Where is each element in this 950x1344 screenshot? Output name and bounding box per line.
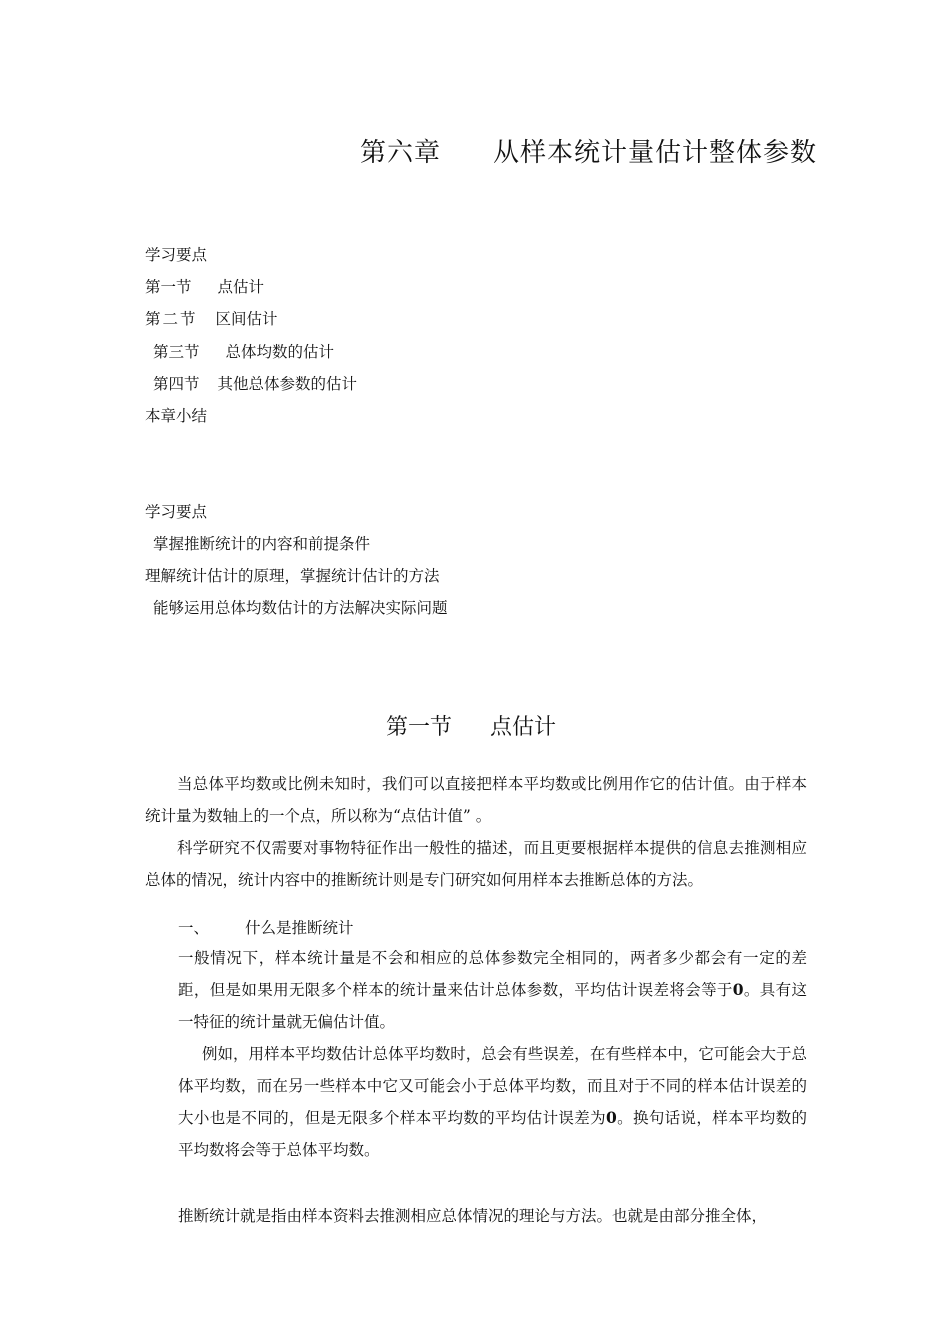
- section-title: [386, 710, 556, 741]
- toc-summary: 本章小结: [145, 407, 208, 425]
- paragraph: 推断统计就是指由样本资料去推测相应总体情况的理论与方法。也就是由部分推全体，: [178, 1207, 768, 1225]
- toc-item: 第一节 点估计: [145, 278, 265, 296]
- toc-item: 第二节 区间估计: [145, 310, 278, 328]
- paragraph: 一般情况下，样本统计量是不会和相应的总体参数完全相同的，两者多少都会有一定的差距，但是如果用无限多个样本的统计量来估计总体参数，平均估计误差将会等于0。具有这一特征的统计量就无偏估计值。: [178, 949, 807, 1031]
- subheading: [178, 918, 354, 938]
- chapter-title: [360, 132, 817, 169]
- paragraph: 当总体平均数或比例未知时，我们可以直接把样本平均数或比例用作它的估计值。由于样本统计量为数轴上的一个点，所以称为“点估计值” 。: [145, 775, 807, 825]
- key-point-item: 能够运用总体均数估计的方法解决实际问题: [153, 599, 448, 617]
- paragraph: 例如，用样本平均数估计总体平均数时，总会有些误差，在有些样本中，它可能会大于总体平均数，而在另一些样本中它又可能会小于总体平均数，而且对于不同的样本估计误差的大小也是不同的，但是无限多个样本平均数的平均估计误差为0。换句话说，样本平均数的平均数将会等于总体平均数。: [178, 1045, 807, 1159]
- chapter-number: 第六章: [360, 138, 442, 168]
- key-point-item: 理解统计估计的原理，掌握统计估计的方法: [145, 567, 440, 585]
- toc-item: 第四节 其他总体参数的估计: [153, 375, 358, 393]
- subheading-number: 一、: [178, 919, 210, 937]
- section-number: 第一节: [386, 715, 453, 740]
- section-name: 点估计: [490, 715, 557, 740]
- chapter-name: 从样本统计量估计整体参数: [493, 138, 818, 168]
- paragraph: 科学研究不仅需要对事物特征作出一般性的描述，而且更要根据样本提供的信息去推测相应总体的情况，统计内容中的推断统计则是专门研究如何用样本去推断总体的方法。: [145, 839, 807, 889]
- key-point-item: 掌握推断统计的内容和前提条件: [153, 535, 371, 553]
- key-points-heading: 学习要点: [145, 503, 208, 521]
- toc-item: 第三节 总体均数的估计: [153, 343, 335, 361]
- toc-heading: 学习要点: [145, 246, 208, 264]
- subheading-text: 什么是推断统计: [245, 919, 354, 937]
